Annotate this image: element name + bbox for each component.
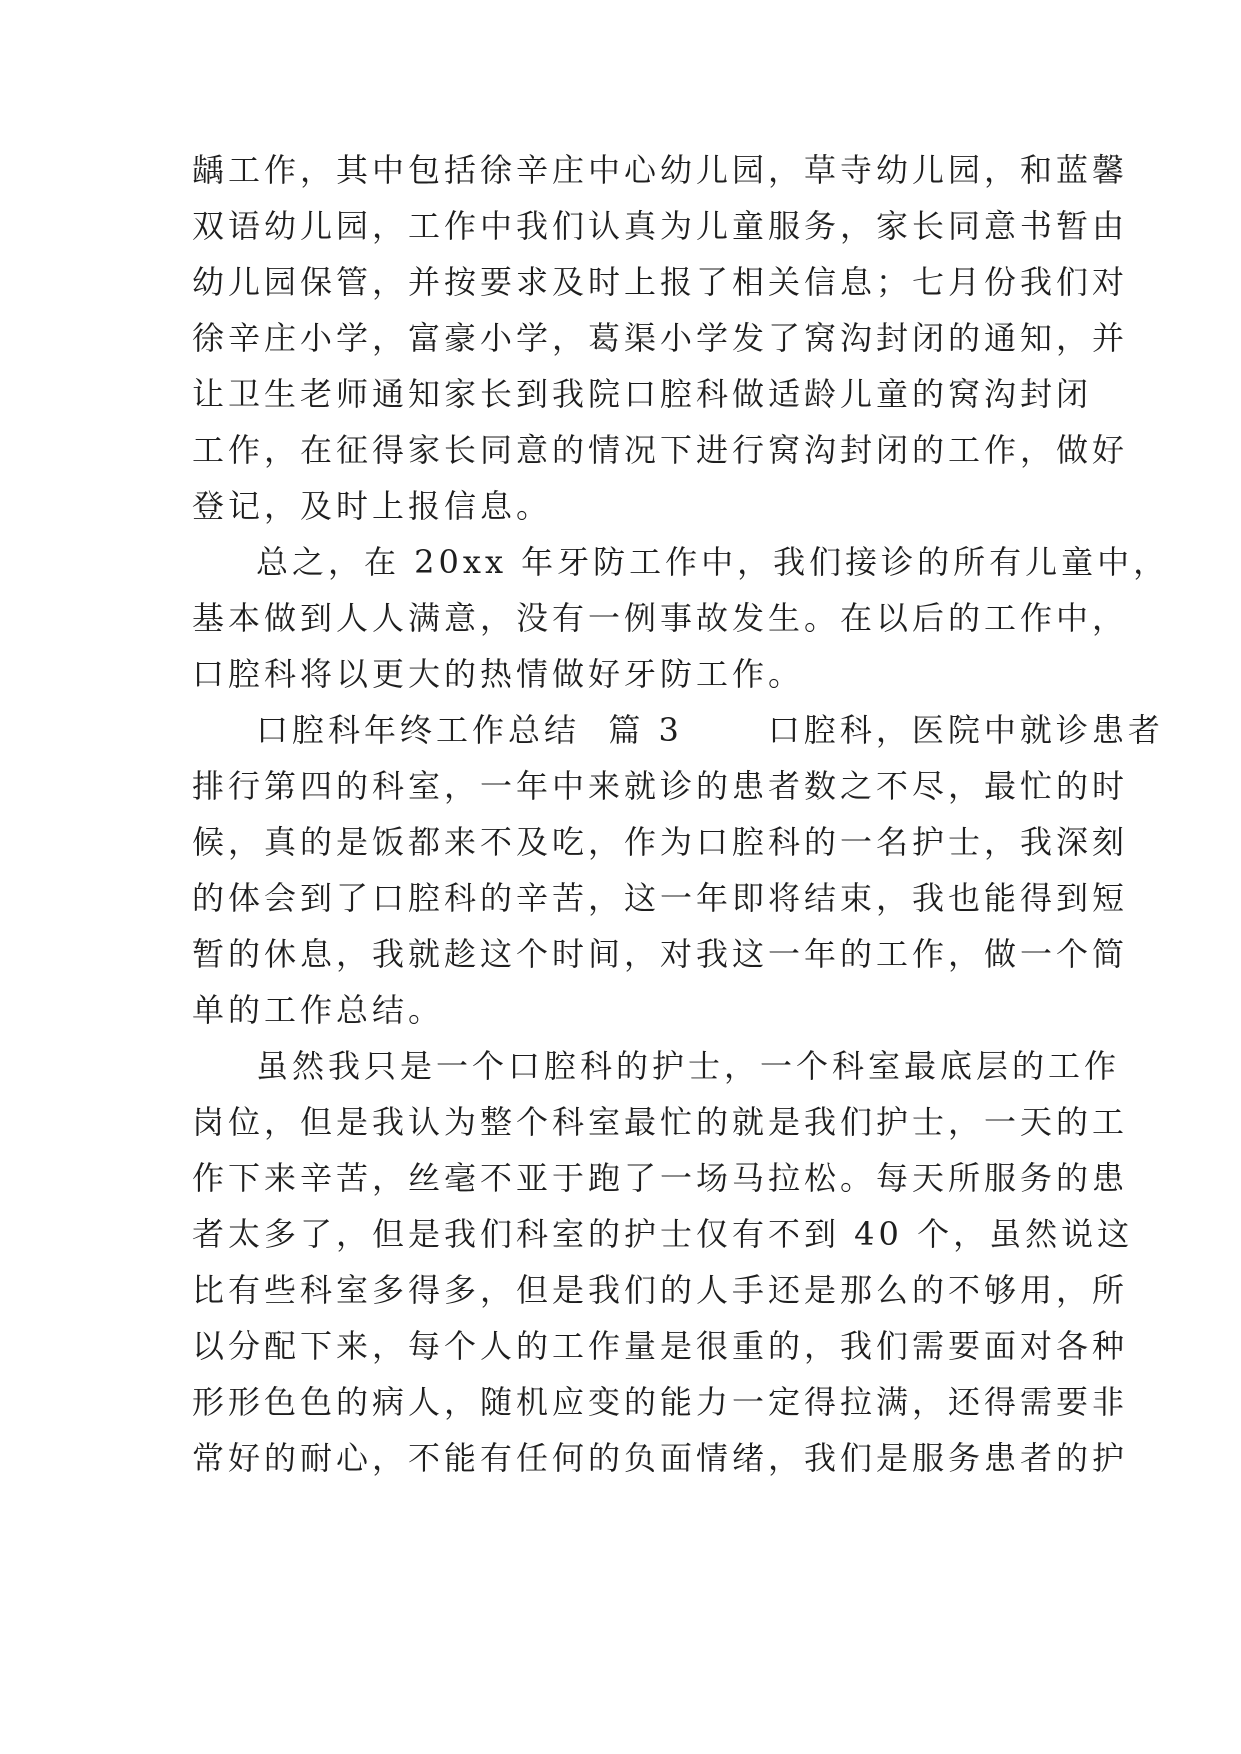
section-heading-line: 口腔科年终工作总结 篇 3 口腔科，医院中就诊患者: [256, 711, 1164, 749]
text-line: 基本做到人人满意，没有一例事故发生。在以后的工作中，: [192, 599, 1129, 637]
text-line: 的体会到了口腔科的辛苦，这一年即将结束，我也能得到短: [192, 879, 1129, 917]
text-line: 双语幼儿园，工作中我们认真为儿童服务，家长同意书暂由: [192, 207, 1129, 245]
text-line: 幼儿园保管，并按要求及时上报了相关信息；七月份我们对: [192, 263, 1129, 301]
text-line: 排行第四的科室，一年中来就诊的患者数之不尽，最忙的时: [192, 767, 1129, 805]
text-line: 徐辛庄小学，富豪小学，葛渠小学发了窝沟封闭的通知，并: [192, 319, 1129, 357]
text-line: 作下来辛苦，丝毫不亚于跑了一场马拉松。每天所服务的患: [192, 1159, 1129, 1197]
text-line: 暂的休息，我就趁这个时间，对我这一年的工作，做一个简: [192, 935, 1129, 973]
text-line: 口腔科将以更大的热情做好牙防工作。: [192, 655, 805, 693]
text-line: 候，真的是饭都来不及吃，作为口腔科的一名护士，我深刻: [192, 823, 1129, 861]
text-line: 形形色色的病人，随机应变的能力一定得拉满，还得需要非: [192, 1383, 1129, 1421]
text-line: 单的工作总结。: [192, 991, 445, 1029]
text-line: 龋工作，其中包括徐辛庄中心幼儿园，草寺幼儿园，和蓝馨: [192, 151, 1129, 189]
text-line: 工作，在征得家长同意的情况下进行窝沟封闭的工作，做好: [192, 431, 1129, 469]
paragraph-first-line: 总之，在 20xx 年牙防工作中，我们接诊的所有儿童中，: [256, 543, 1170, 581]
text-line: 常好的耐心，不能有任何的负面情绪，我们是服务患者的护: [192, 1439, 1129, 1477]
text-line: 者太多了，但是我们科室的护士仅有不到 40 个，虽然说这: [192, 1215, 1134, 1253]
paragraph-first-line: 虽然我只是一个口腔科的护士，一个科室最底层的工作: [256, 1047, 1121, 1085]
text-line: 岗位，但是我认为整个科室最忙的就是我们护士，一天的工: [192, 1103, 1129, 1141]
text-line: 以分配下来，每个人的工作量是很重的，我们需要面对各种: [192, 1327, 1129, 1365]
text-line: 登记，及时上报信息。: [192, 487, 553, 525]
text-line: 让卫生老师通知家长到我院口腔科做适龄儿童的窝沟封闭: [192, 375, 1093, 413]
text-line: 比有些科室多得多，但是我们的人手还是那么的不够用，所: [192, 1271, 1129, 1309]
